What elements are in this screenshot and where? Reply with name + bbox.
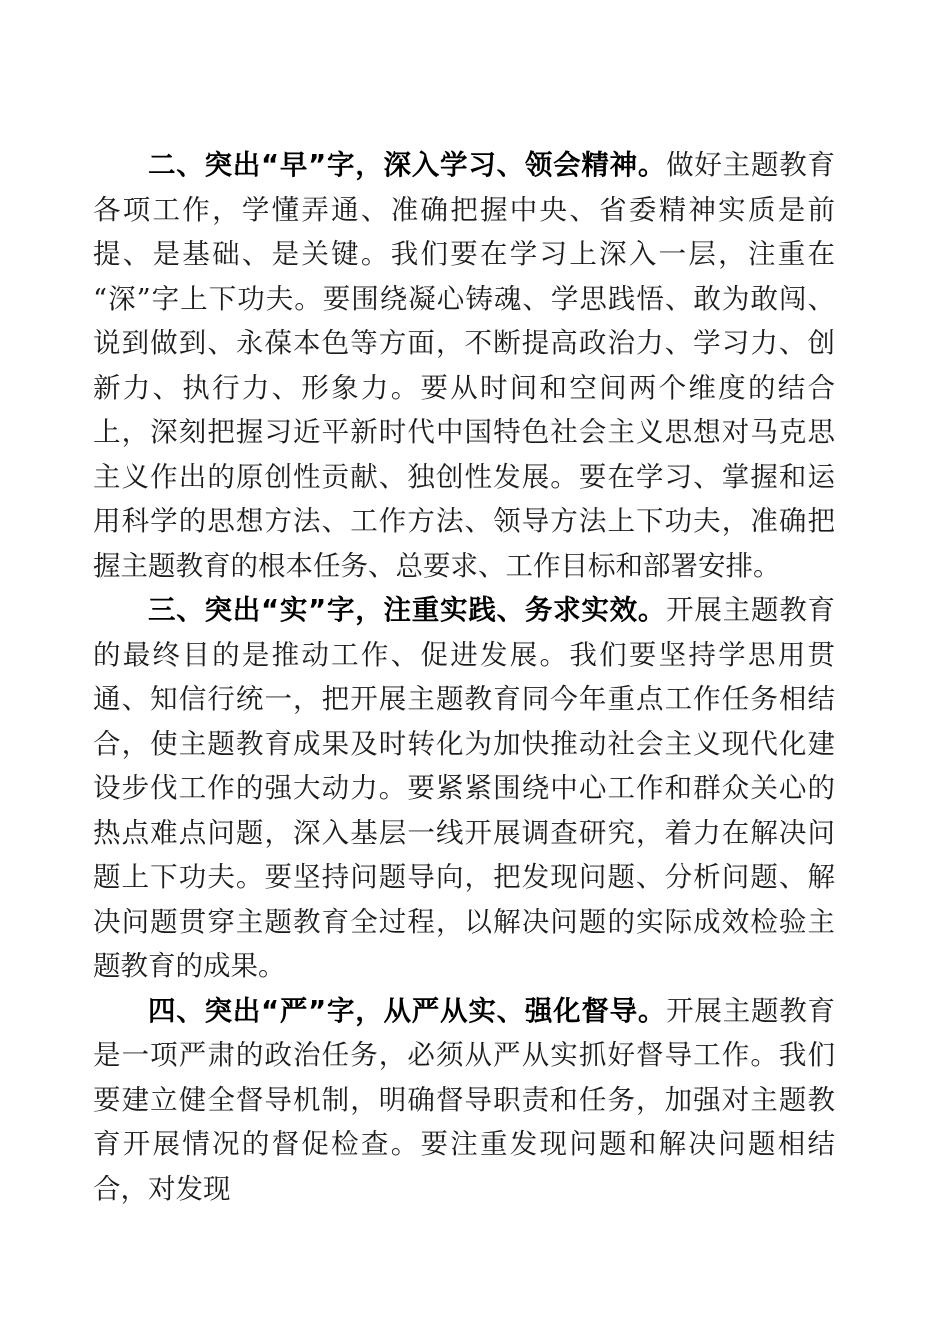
section-three-heading: 三、突出“实”字，注重实践、务求实效。 bbox=[148, 594, 667, 626]
section-three-body-text: 开展主题教育的最终目的是推动工作、促进发展。我们要坚持学思用贯通、知信行统一，把开展主题教育同今年重点工作任务相结合，使主题教育成果及时转化为加快推动社会主义现代化建设步伐工作的强大动力。要紧紧围绕中心工作和群众关心的热点难点问题，深入基层一线开展调查研究，着力在解决问题上下功夫。要坚持问题导向，把发现问题、分析问题、解决问题贯穿主题教育全过程，以解决问题的实际成效检验主题教育的成果。 bbox=[93, 594, 835, 982]
section-four-body-text: 开展主题教育是一项严肃的政治任务，必须从严从实抓好督导工作。我们要建立健全督导机制，明确督导职责和任务，加强对主题教育开展情况的督促检查。要注重发现问题和解决问题相结合，对发现 bbox=[93, 994, 835, 1205]
paragraph-section-two bbox=[93, 143, 835, 588]
paragraph-section-three bbox=[93, 588, 835, 989]
section-four-heading: 四、突出“严”字，从严从实、强化督导。 bbox=[148, 994, 667, 1027]
paragraph-section-four bbox=[93, 989, 835, 1212]
document-text-block bbox=[93, 143, 835, 1211]
section-two-heading: 二、突出“早”字，深入学习、领会精神。 bbox=[148, 149, 667, 181]
section-two-body-text: 做好主题教育各项工作，学懂弄通、准确把握中央、省委精神实质是前提、是基础、是关键。我们要在学习上深入一层，注重在“深”字上下功夫。要围绕凝心铸魂、学思践悟、敢为敢闯、说到做到、永葆本色等方面，不断提高政治力、学习力、创新力、执行力、形象力。要从时间和空间两个维度的结合上，深刻把握习近平新时代中国特色社会主义思想对马克思主义作出的原创性贡献、独创性发展。要在学习、掌握和运用科学的思想方法、工作方法、领导方法上下功夫，准确把握主题教育的根本任务、总要求、工作目标和部署安排。 bbox=[93, 149, 835, 582]
